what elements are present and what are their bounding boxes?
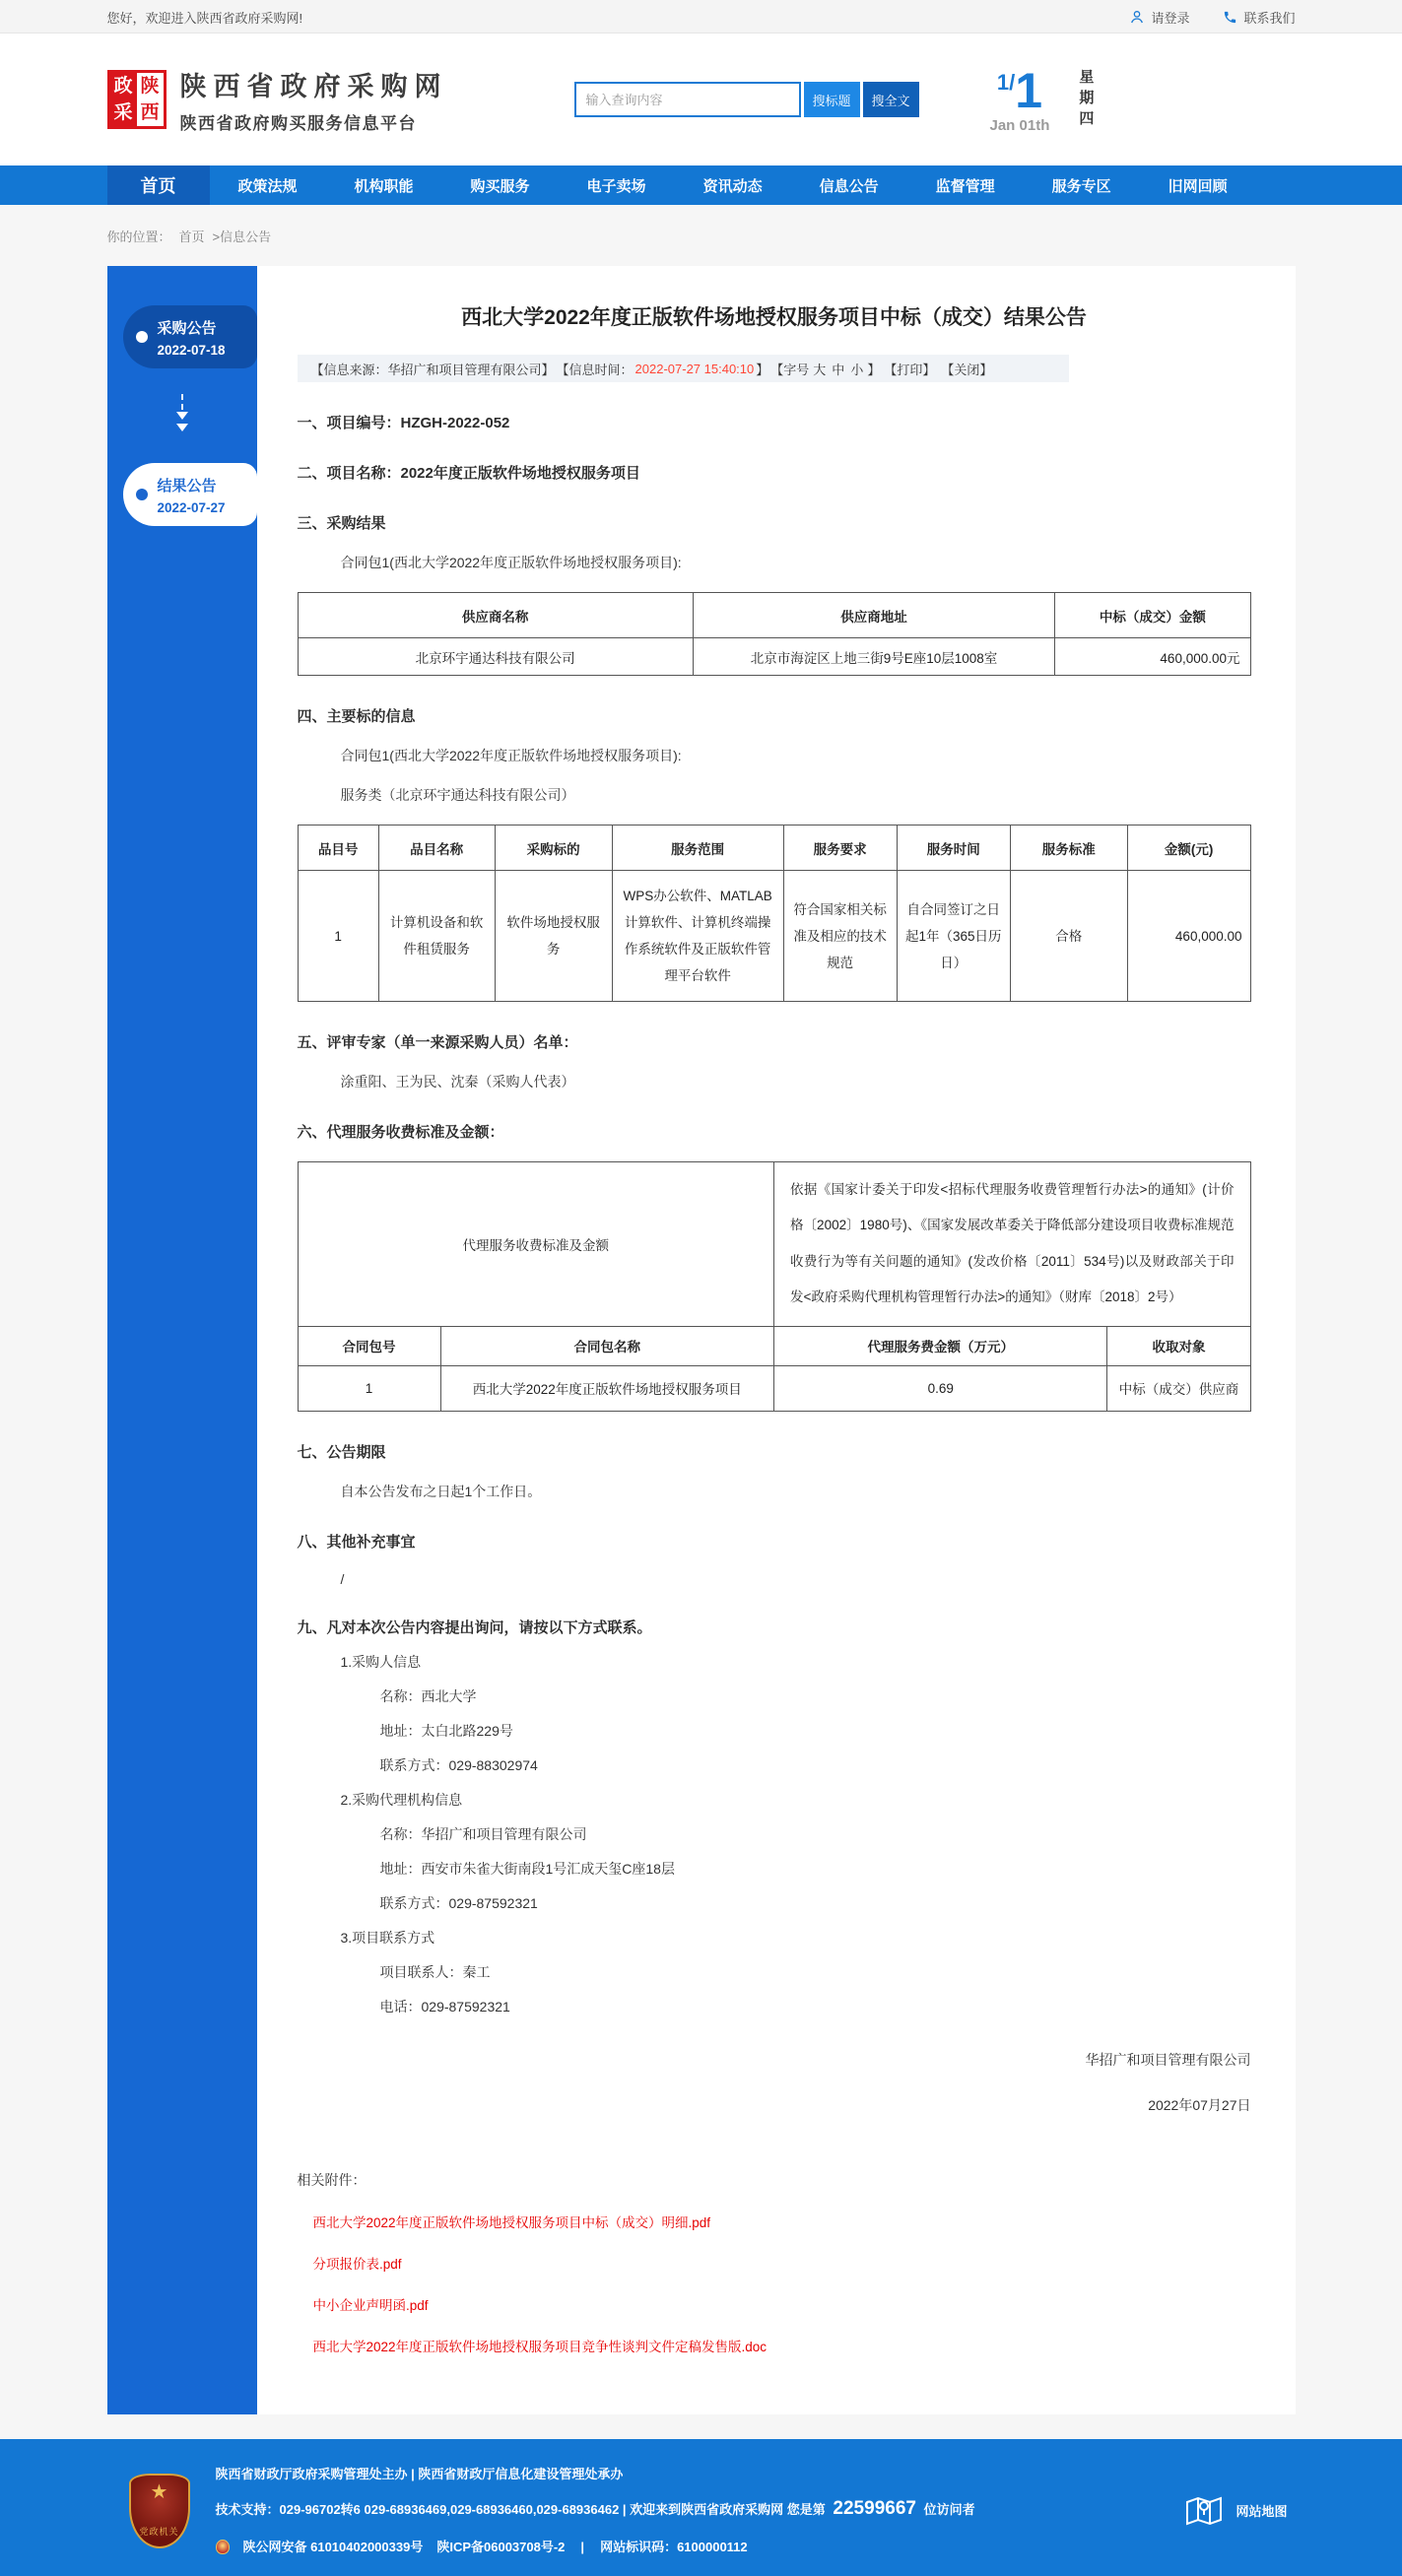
col-procurement-subject: 采购标的 (495, 826, 612, 871)
agency-info-heading: 2.采购代理机构信息 (340, 1791, 463, 1808)
procurement-subject: 软件场地授权服务 (495, 871, 612, 1002)
breadcrumb-current[interactable]: >信息公告 (212, 229, 272, 244)
search-fulltext-button[interactable]: 搜全文 (863, 82, 919, 117)
section-subject-info: 四、主要标的信息 (297, 708, 416, 725)
table-row (298, 638, 1250, 676)
main-nav (0, 165, 1402, 205)
footer-support-line (216, 2495, 1185, 2524)
step-title: 采购公告 (157, 319, 217, 337)
site-subtitle: 陕西省政府购买服务信息平台 (179, 114, 417, 133)
col-package-name: 合同包名称 (440, 1326, 773, 1365)
phone-icon (1223, 10, 1237, 25)
site-name: 陕西省政府采购网 (179, 72, 448, 101)
service-time: 自合同签订之日起1年（365日历日） (897, 871, 1010, 1002)
beian-police-number[interactable]: 陕公网安备 61010402000339号 (242, 2539, 424, 2554)
nav-item-supervision[interactable]: 监督管理 (935, 177, 995, 195)
date-english: Jan 01th (989, 116, 1050, 134)
experts-names: 涂重阳、王为民、沈秦（采购人代表） (340, 1074, 575, 1090)
section-agency-fee: 六、代理服务收费标准及金额： (297, 1124, 504, 1141)
section-announcement-period: 七、公告期限 (297, 1443, 386, 1461)
project-contact-phone: 电话：029-87592321 (379, 1998, 510, 2015)
amount: 460,000.00 (1127, 871, 1250, 1002)
meta-time-value: 2022-07-27 15:40:10 (634, 361, 755, 376)
search-title-button[interactable]: 搜标题 (804, 82, 860, 117)
service-standard: 合格 (1010, 871, 1127, 1002)
beian-icp-number[interactable]: 陕ICP备06003708号-2 (436, 2539, 566, 2554)
charged-party: 中标（成交）供应商 (1107, 1365, 1250, 1411)
footer-support-text: 技术支持：029-96702转6 029-68936469,029-68936460,029-68936462 | 欢迎来到陕西省政府采购网 您是第 (215, 2502, 826, 2518)
signoff-date: 2022年07月27日 (1148, 2096, 1251, 2113)
col-award-amount: 中标（成交）金额 (1055, 593, 1250, 638)
map-icon (1184, 2494, 1224, 2528)
footer (0, 2439, 1402, 2576)
attachment-link-negotiation-doc[interactable]: 西北大学2022年度正版软件场地授权服务项目竞争性谈判文件定稿发售版.doc (312, 2339, 768, 2354)
article-meta-bar (298, 355, 1069, 382)
fee-standard-label: 代理服务收费标准及金额 (298, 1162, 773, 1327)
col-service-requirement: 服务要求 (783, 826, 897, 871)
sitemap-label: 网站地图 (1235, 2504, 1288, 2519)
section-experts: 五、评审专家（单一来源采购人员）名单： (297, 1034, 578, 1051)
timeline-sidebar (107, 266, 257, 2414)
supplier-name: 北京环宇通达科技有限公司 (298, 638, 693, 676)
site-logo: 政 陕 采 西 (107, 70, 167, 129)
project-contact-heading: 3.项目联系方式 (340, 1929, 435, 1946)
welcome-text: 您好，欢迎进入陕西省政府采购网! (106, 10, 303, 26)
purchaser-info-heading: 1.采购人信息 (340, 1653, 422, 1670)
date-widget (989, 62, 1138, 134)
login-label: 请登录 (1151, 10, 1190, 26)
subject-detail-table (298, 825, 1251, 1002)
topbar (0, 0, 1402, 33)
fontsize-medium-link[interactable]: 中 (832, 362, 845, 377)
search-zone (574, 82, 919, 117)
nav-item-policies[interactable]: 政策法规 (237, 177, 298, 195)
announcement-period-text: 自本公告发布之日起1个工作日。 (340, 1483, 542, 1499)
step-title: 结果公告 (157, 477, 217, 495)
signoff-org: 华招广和项目管理有限公司 (1085, 2051, 1251, 2068)
item-no: 1 (298, 871, 378, 1002)
sitemap-link[interactable] (1184, 2494, 1287, 2528)
agency-name: 名称：华招广和项目管理有限公司 (379, 1825, 587, 1842)
nav-item-service-zone[interactable]: 服务专区 (1051, 177, 1111, 195)
attachment-link-award-detail[interactable]: 西北大学2022年度正版软件场地授权服务项目中标（成交）明细.pdf (312, 2214, 711, 2230)
col-supplier-name: 供应商名称 (298, 593, 693, 638)
fontsize-large-link[interactable]: 大 (813, 362, 827, 377)
timeline-step-result-notice[interactable] (123, 463, 257, 526)
supplier-table (298, 592, 1251, 676)
col-service-time: 服务时间 (897, 826, 1010, 871)
contract-package-line: 合同包1(西北大学2022年度正版软件场地授权服务项目): (340, 748, 682, 763)
col-service-scope: 服务范围 (612, 826, 783, 871)
step-date: 2022-07-27 (157, 499, 226, 515)
table-row (298, 1365, 1250, 1411)
badge-label: 党政机关 (139, 2526, 179, 2537)
supplier-address: 北京市海淀区上地三街9号E座10层1008室 (693, 638, 1054, 676)
breadcrumb-home-link[interactable]: 首页 (178, 229, 205, 244)
site-titles (180, 65, 448, 134)
breadcrumb-prefix: 你的位置： (106, 229, 171, 244)
agency-phone: 联系方式：029-87592321 (379, 1894, 538, 1911)
item-name: 计算机设备和软件租赁服务 (378, 871, 495, 1002)
nav-item-functions[interactable]: 机构职能 (354, 177, 414, 195)
agency-fee-table (298, 1161, 1251, 1412)
col-service-standard: 服务标准 (1010, 826, 1127, 871)
meta-time-close: 】 (756, 362, 769, 377)
section-procurement-result: 三、采购结果 (297, 515, 386, 532)
user-icon (1129, 9, 1145, 25)
package-no: 1 (298, 1365, 440, 1411)
col-item-name: 品目名称 (378, 826, 495, 871)
nav-item-emall[interactable]: 电子卖场 (586, 177, 646, 195)
col-item-no: 品目号 (298, 826, 378, 871)
attachment-link-quotation[interactable]: 分项报价表.pdf (312, 2256, 402, 2272)
print-link[interactable]: 【打印】 (884, 362, 936, 377)
article-panel (257, 266, 1296, 2414)
contact-link[interactable] (1223, 8, 1295, 27)
fee-standard-basis: 依据《国家计委关于印发<招标代理服务收费管理暂行办法>的通知》(计价格〔2002〕1980号)、《国家发展改革委关于降低部分建设项目收费标准规范收费行为等有关问题的通知》(发改价格〔2011〕534号)以及财政部关于印发<政府采购代理机构管理暂行办法>的通知》（财库〔2018〕2号） (773, 1162, 1250, 1327)
step-date: 2022-07-18 (157, 342, 226, 358)
meta-time-open: 【信息时间： (556, 362, 634, 377)
nav-item-home[interactable]: 首页 (107, 165, 210, 205)
step-dot (136, 489, 148, 500)
login-link[interactable] (1129, 8, 1189, 27)
section-other-matters: 八、其他补充事宜 (297, 1533, 416, 1551)
meta-fontsize-close: 】 (867, 362, 881, 377)
nav-item-old-site[interactable]: 旧网回顾 (1168, 177, 1228, 195)
attachment-link-sme-declaration[interactable]: 中小企业声明函.pdf (312, 2297, 429, 2313)
nav-item-purchase-services[interactable]: 购买服务 (470, 177, 530, 195)
meta-source: 【信息来源：华招广和项目管理有限公司】 (310, 362, 555, 377)
col-package-no: 合同包号 (298, 1326, 440, 1365)
badge-star-icon: ★ (150, 2480, 168, 2503)
visitor-counter: 22599667 (833, 2498, 916, 2520)
section-project-number: 一、项目编号：HZGH-2022-052 (297, 415, 510, 431)
agency-address: 地址：西安市朱雀大街南段1号汇成天玺C座18层 (379, 1860, 675, 1877)
purchaser-name: 名称：西北大学 (379, 1687, 477, 1704)
nav-item-announcements[interactable]: 信息公告 (819, 177, 879, 195)
service-scope: WPS办公软件、MATLAB计算软件、计算机终端操作系统软件及正版软件管理平台软件 (612, 871, 783, 1002)
col-amount: 金额(元) (1127, 826, 1250, 871)
site-code: 网站标识码：6100000112 (600, 2539, 748, 2554)
arrow-down-icon (107, 394, 257, 437)
date-fraction: 1/1 (996, 62, 1043, 118)
footer-visitor-suffix: 位访问者 (923, 2502, 975, 2518)
service-requirement: 符合国家相关标准及相应的技术规范 (783, 871, 897, 1002)
footer-organizer-line: 陕西省财政厅政府采购管理处主办 | 陕西省财政厅信息化建设管理处承办 (215, 2466, 624, 2481)
search-input[interactable] (574, 82, 801, 117)
police-badge-icon (216, 2540, 230, 2554)
service-category-line: 服务类（北京环宇通达科技有限公司） (340, 787, 575, 803)
other-matters-text: / (340, 1570, 345, 1587)
award-amount: 460,000.00元 (1055, 638, 1250, 676)
footer-separator: | (580, 2539, 585, 2554)
page-title: 西北大学2022年度正版软件场地授权服务项目中标（成交）结果公告 (461, 306, 1087, 329)
breadcrumb (107, 205, 1296, 266)
col-supplier-address: 供应商地址 (693, 593, 1054, 638)
nav-item-news[interactable]: 资讯动态 (702, 177, 763, 195)
site-header (0, 33, 1402, 165)
purchaser-address: 地址：太白北路229号 (379, 1722, 513, 1739)
col-agency-fee: 代理服务费金额（万元） (773, 1326, 1106, 1365)
step-dot (136, 331, 148, 343)
gov-badge (129, 2474, 190, 2548)
weekday-label: 星期四 (1077, 68, 1095, 131)
table-row (298, 871, 1250, 1002)
purchaser-phone: 联系方式：029-88302974 (379, 1756, 538, 1773)
timeline-step-procurement-notice[interactable] (123, 305, 257, 368)
close-link[interactable]: 【关闭】 (941, 362, 993, 377)
agency-fee: 0.69 (773, 1365, 1106, 1411)
project-contact-name: 项目联系人：秦工 (379, 1963, 491, 1980)
contract-package-line: 合同包1(西北大学2022年度正版软件场地授权服务项目): (340, 555, 682, 570)
section-contact: 九、凡对本次公告内容提出询问，请按以下方式联系。 (297, 1618, 652, 1636)
footer-beian-line (216, 2538, 1185, 2557)
col-charged-party: 收取对象 (1107, 1326, 1250, 1365)
meta-fontsize-label: 【字号 (770, 362, 810, 377)
signoff (298, 2050, 1251, 2115)
attachments-label: 相关附件： (297, 2171, 367, 2188)
contact-label: 联系我们 (1243, 10, 1296, 26)
fontsize-small-link[interactable]: 小 (850, 362, 864, 377)
package-name: 西北大学2022年度正版软件场地授权服务项目 (440, 1365, 773, 1411)
section-project-name: 二、项目名称：2022年度正版软件场地授权服务项目 (297, 465, 640, 482)
